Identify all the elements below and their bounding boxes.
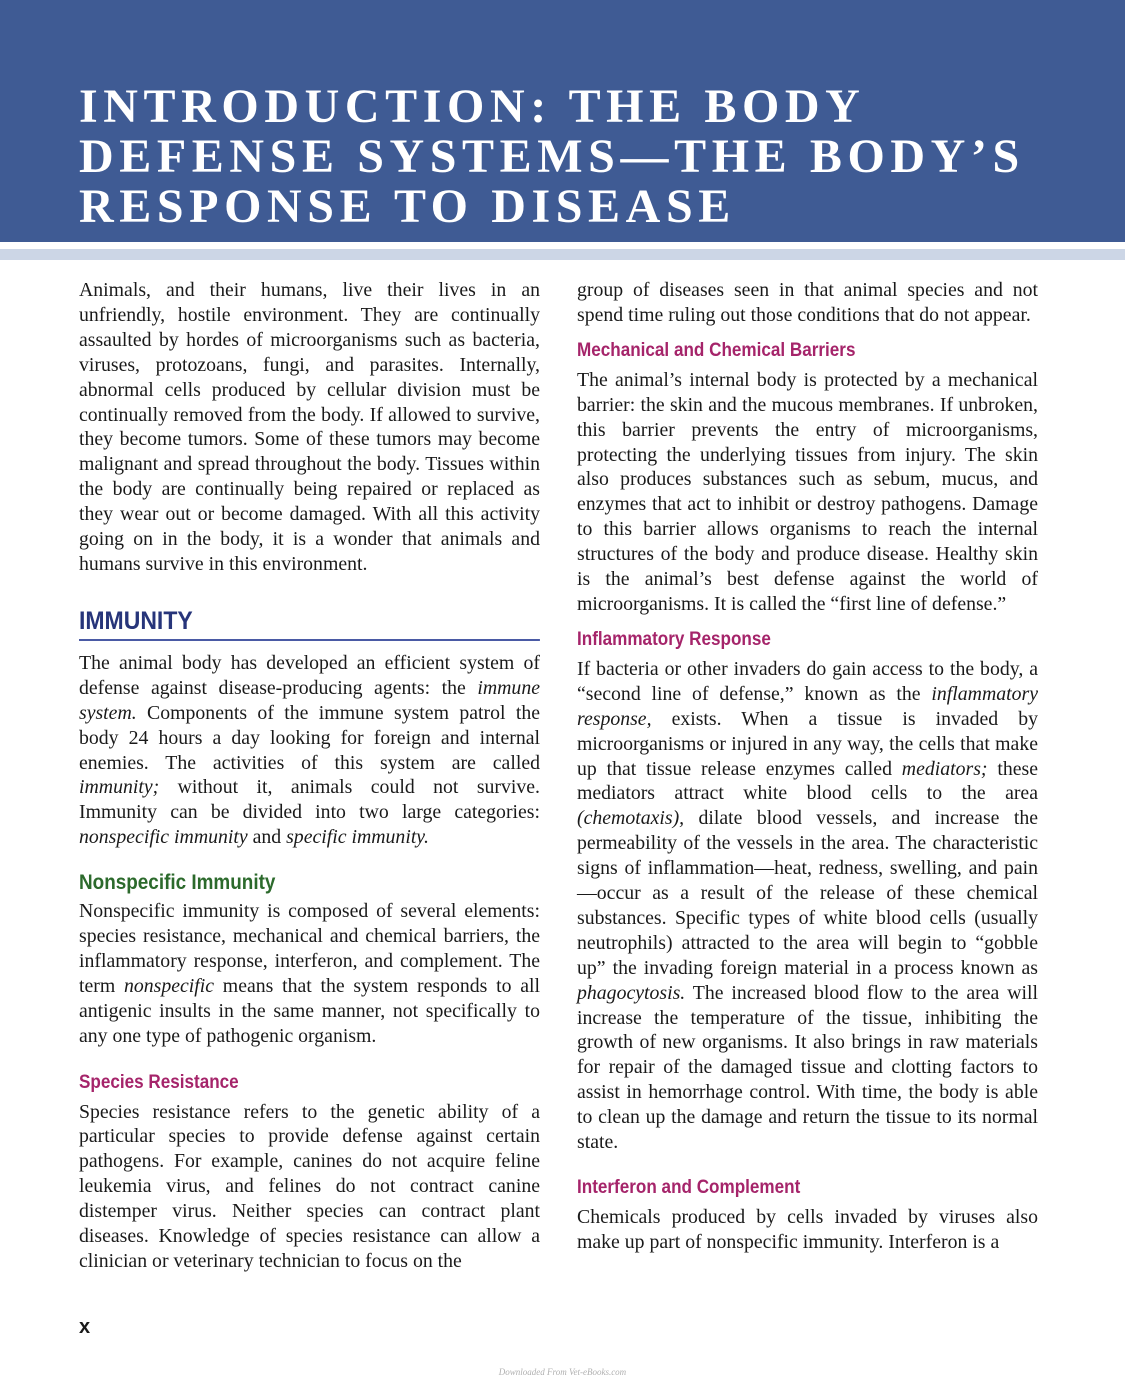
immunity-paragraph: The animal body has developed an efficient system of defense against disease-producing agents: the immune system. Components of the immune system patrol the body 24 hours a day looking for foreign and internal enemies. The activities of this system are called immunity; without it, animals could not survive. Immunity can be divided into two large categories: nonspecific immunity and specific immunity. xyxy=(79,651,540,849)
subheading-interferon-complement: Interferon and Complement xyxy=(577,1177,801,1198)
right-column xyxy=(577,278,1038,1255)
species-resistance-paragraph: Species resistance refers to the genetic ability of a particular species to provide defense against certain pathogens. For example, canines do not acquire feline leukemia virus, and felines do not contract canine distemper virus. Neither species can contract plant diseases. Knowledge of species resistance can allow a clinician or veterinary technician to focus on the xyxy=(79,1100,540,1272)
barriers-paragraph: The animal’s internal body is protected by a mechanical barrier: the skin and the mucous membranes. If unbroken, this barrier prevents the entry of microorganisms, protecting the underlying tissues from injury. The skin also produces substances such as sebum, mucus, and enzymes that act to inhibit or destroy pathogens. Damage to this barrier allows organisms to reach the internal structures of the body and produce disease. Healthy skin is the animal’s best defense against the world of microorganisms. It is called the “first line of defense.” xyxy=(577,368,1038,615)
nonspecific-paragraph: Nonspecific immunity is composed of several elements: species resistance, mechanical and chemical barriers, the inflammatory response, interferon, and complement. The term nonspecific means that the system responds to all antigenic insults in the same manner, not specifically to any one type of pathogenic organism. xyxy=(79,900,540,1047)
page-number: x xyxy=(79,1316,91,1338)
download-watermark: Downloaded From Vet-eBooks.com xyxy=(498,1367,627,1377)
chapter-title: INTRODUCTION: THE BODY DEFENSE SYSTEMS—THE BODY’S RESPONSE TO DISEASE xyxy=(79,80,1025,233)
subheading-species-resistance: Species Resistance xyxy=(79,1071,239,1093)
continuation-paragraph: group of diseases seen in that animal species and not spend time ruling out those conditions that do not appear. xyxy=(577,279,1038,326)
inflammatory-paragraph: If bacteria or other invaders do gain access to the body, a “second line of defense,” known as the inflammatory response, exists. When a tissue is invaded by microorganisms or injured in any way, the cells that make up that tissue release enzymes called mediators; these mediators attract white blood cells to the area (chemotaxis), dilate blood vessels, and increase the permeability of the vessels in the area. The characteristic signs of inflammation—heat, redness, swelling, and pain—occur as a result of the release of these chemical substances. Specific types of white blood cells (usually neutrophils) attracted to the area will begin to “gobble up” the invading foreign material in a process known as phagocytosis. The increased blood flow to the area will increase the temperature of the tissue, inhibiting the growth of new organisms. It also brings in raw materials for repair of the damaged tissue and clotting factors to assist in hemorrhage control. With time, the body is able to clean up the damage and return the tissue to its normal state. xyxy=(577,657,1038,1154)
subheading-nonspecific-immunity: Nonspecific Immunity xyxy=(79,871,276,895)
header-rule-strip xyxy=(0,249,1125,260)
subheading-inflammatory-response: Inflammatory Response xyxy=(577,628,771,650)
section-heading-immunity: IMMUNITY xyxy=(79,605,540,641)
intro-paragraph: Animals, and their humans, live their lives in an unfriendly, hostile environment. They are continually assaulted by hordes of microorganisms such as bacteria, viruses, protozoans, fungi, and parasites. Internally, abnormal cells produced by cellular division must be continually removed from the body. If allowed to survive, they become tumors. Some of these tumors may become malignant and spread throughout the body. Tissues within the body are continually being repaired or replaced as they wear out or become damaged. With all this activity going on in the body, it is a wonder that animals and humans survive in this environment. xyxy=(79,279,540,575)
chapter-header-banner xyxy=(0,0,1125,242)
subheading-mechanical-chemical-barriers: Mechanical and Chemical Barriers xyxy=(577,339,856,361)
interferon-paragraph: Chemicals produced by cells invaded by viruses also make up part of nonspecific immunity. Interferon is a xyxy=(577,1206,1038,1253)
left-column xyxy=(79,278,540,1274)
